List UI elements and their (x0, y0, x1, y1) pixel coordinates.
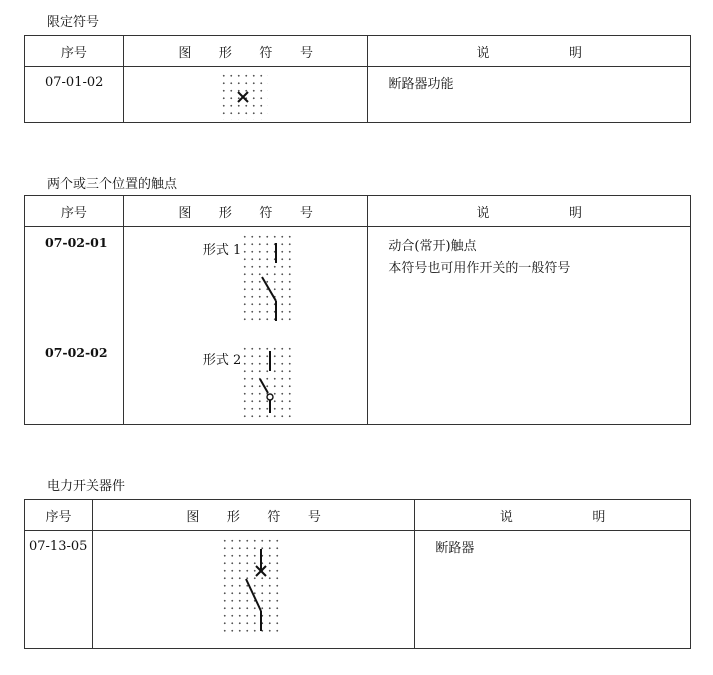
header-symbol-text: 图 形 符 号 (186, 509, 333, 525)
make-contact-form1-icon (250, 241, 290, 323)
form-label: 形式 2 (202, 353, 242, 368)
header-note-text: 说 明 (476, 205, 620, 221)
row-note-line: 本符号也可用作开关的一般符号 (388, 261, 571, 276)
circuit-breaker-function-icon (236, 90, 250, 104)
section-title: 限定符号 (47, 15, 100, 30)
header-code: 序号 (25, 500, 93, 531)
header-note (368, 196, 691, 227)
symbol-table (24, 195, 691, 425)
table-header-row (25, 500, 691, 531)
row-code: 07-13-05 (25, 531, 93, 649)
symbol-cell (92, 531, 414, 649)
row-code-cell (25, 227, 124, 425)
header-code: 序号 (25, 196, 124, 227)
section-title: 电力开关器件 (47, 479, 126, 494)
symbol-cell (123, 227, 368, 425)
symbol-cell (123, 67, 368, 123)
header-note (368, 36, 691, 67)
header-symbol (92, 500, 414, 531)
symbol-table (24, 35, 691, 123)
row-code: 07-02-02 (45, 345, 108, 360)
note-cell (368, 227, 691, 425)
header-symbol (123, 36, 368, 67)
form-label: 形式 1 (202, 243, 242, 258)
header-note (415, 500, 691, 531)
header-symbol-text: 图 形 符 号 (178, 205, 325, 221)
table-header-row (25, 36, 691, 67)
table-header-row (25, 196, 691, 227)
row-code: 07-01-02 (25, 67, 124, 123)
header-code: 序号 (25, 36, 124, 67)
row-note: 断路器 (415, 531, 691, 649)
row-note: 断路器功能 (368, 67, 691, 123)
table-row (25, 227, 691, 425)
row-code: 07-02-01 (45, 235, 108, 250)
row-note-line: 动合(常开)触点 (388, 239, 477, 254)
header-note-text: 说 明 (476, 45, 620, 61)
table-row (25, 67, 691, 123)
section-title: 两个或三个位置的触点 (47, 177, 178, 192)
symbol-table (24, 499, 691, 649)
header-symbol-text: 图 形 符 号 (178, 45, 325, 61)
table-row (25, 531, 691, 649)
header-note-text: 说 明 (499, 509, 644, 525)
circuit-breaker-icon (241, 549, 281, 633)
make-contact-form2-icon (250, 351, 290, 417)
header-symbol (123, 196, 368, 227)
